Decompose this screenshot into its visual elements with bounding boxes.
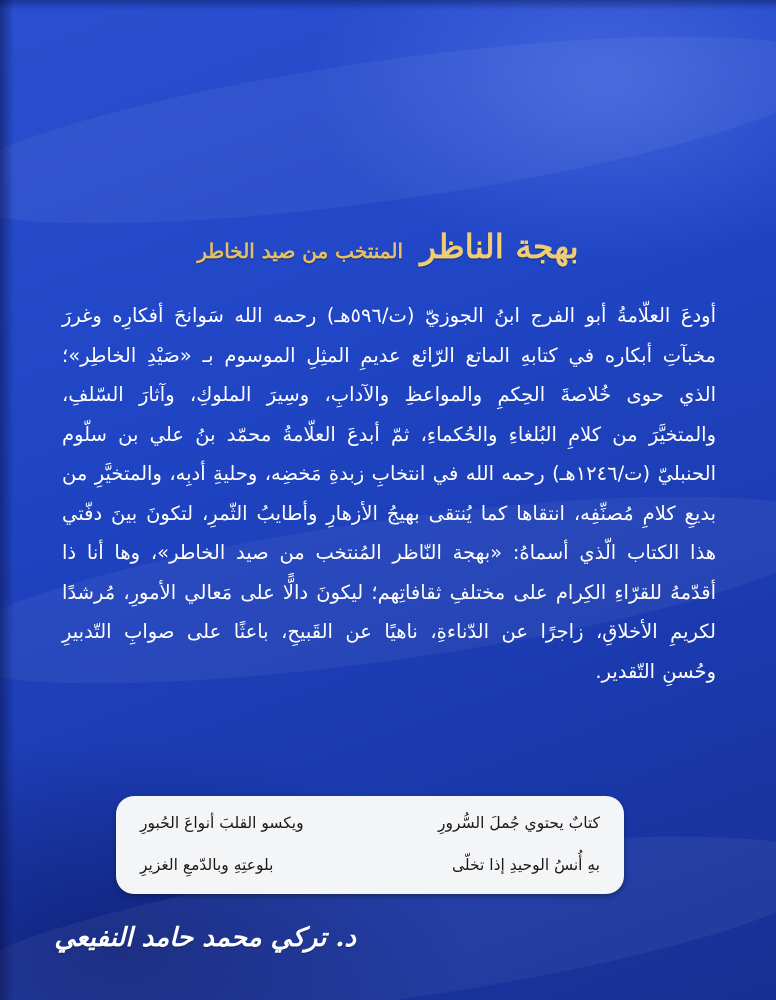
cover-title: [60, 222, 716, 276]
title-main: بهجة الناظر: [420, 227, 579, 266]
verse-second-hemistich: بلوعتِهِ وبالدّمعِ الغزيرِ: [140, 856, 274, 874]
poem-verse: [140, 808, 600, 838]
cover-description: أودعَ العلّامةُ أبو الفرج ابنُ الجوزيّ (ت/٥٩٦هـ) رحمه الله سَوانحَ أفكارِه وغررَ مخبآتِ أبكاره في كتابهِ الماتع الرّائع عديمِ المثِلِ الموسوم بـ «صَيْدِ الخاطِر»؛ الذي حوى خُلاصةَ الحِكمِ والمواعظِ والآدابِ، وسِيرَ الملوكِ، وآثارَ السّلفِ، والمتخيَّرَ من كلامِ البُلغاءِ والحُكماءِ، ثمّ أبدعَ العلّامةُ محمّد بنُ علي بن سلّوم الحنبليّ (ت/١٢٤٦هـ) رحمه الله في انتخابِ زبدةِ مَخضِه، وحليةِ أدبِه، والمتخيَّرِ من بديعِ كلامِ مُصنِّفِه، انتقاها كما يُنتقى بهيجُ الأزهارِ وأطايبُ الثّمرِ، لتكونَ بينَ دفّتي هذا الكتاب الّذي أسماهُ: «بهجة النّاظر المُنتخب من صيد الخاطر»، وها أنا ذا أقدّمهُ للقرّاءِ الكِرام على مختلفِ ثقافاتِهم؛ ليكونَ دالًّا على مَعالي الأمورِ، مُرشدًا لكريمِ الأخلاقِ، زاجرًا عن الدّناءةِ، ناهيًا عن القَبيحِ، باعثًا على صوابِ التّدبيرِ وحُسنِ التّقدير.: [62, 304, 716, 683]
verse-first-hemistich: بهِ أُنسُ الوحيدِ إذا تخلّى: [451, 856, 600, 874]
poem-box: [116, 796, 624, 894]
cover-left-edge-shadow: [0, 0, 14, 1000]
cover-top-edge-shadow: [0, 0, 776, 10]
author-signature: د. تركي محمد حامد النفيعي: [54, 923, 356, 953]
title-subtitle: المنتخب من صيد الخاطر: [197, 239, 404, 263]
verse-first-hemistich: كتابٌ يحتوي جُملَ السُّرورِ: [438, 814, 600, 832]
verse-second-hemistich: ويكسو القلبَ أنواعَ الحُبورِ: [140, 814, 304, 832]
poem-verse: [140, 850, 600, 880]
